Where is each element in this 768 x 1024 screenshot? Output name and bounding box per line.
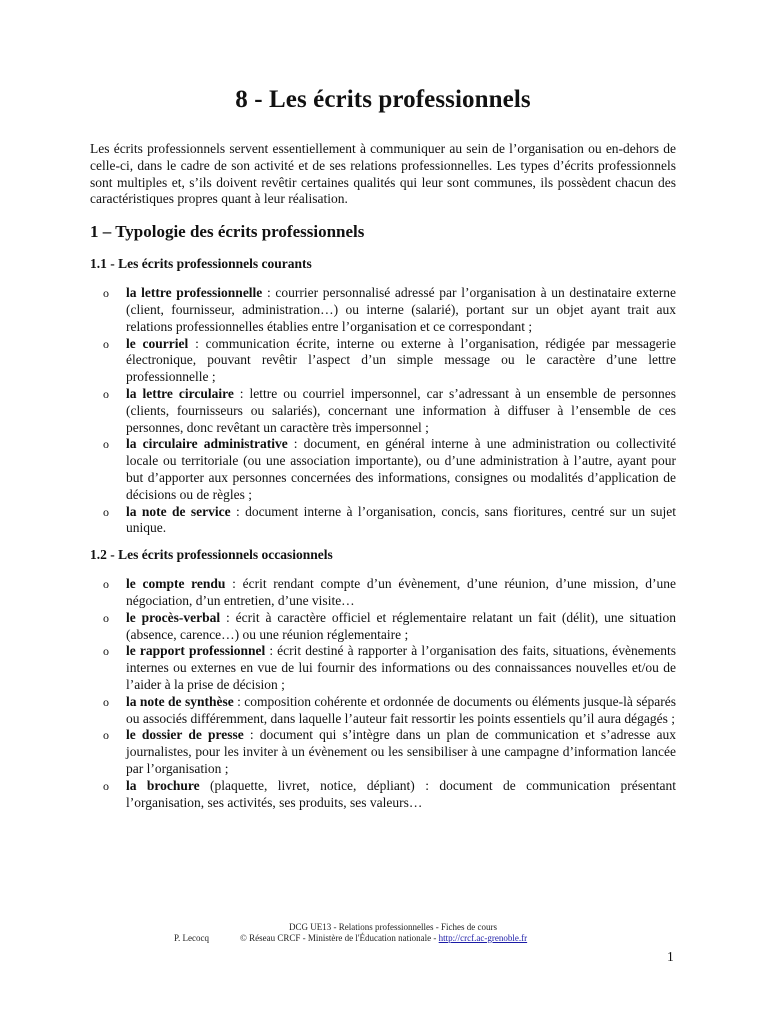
item-desc: : communication écrite, interne ou externe à l’organisation, rédigée par messagerie électronique, pouvant revêtir l’aspect d’un simple message ou le caractère d’une lettre professionnelle ; — [126, 335, 676, 385]
footer-copyright-text: © Réseau CRCF - Ministère de l'Éducation nationale - — [240, 932, 439, 943]
item-term: la lettre professionnelle — [126, 285, 263, 301]
item-term: la lettre circulaire — [126, 385, 234, 401]
list-item — [90, 436, 676, 503]
bullet-icon: o — [103, 437, 109, 452]
subsection-heading-occasionnels: 1.2 - Les écrits professionnels occasionnels — [90, 547, 333, 563]
document-page — [90, 86, 676, 821]
bullet-icon: o — [103, 644, 109, 659]
item-desc: : courrier personnalisé adressé par l’organisation à un destinataire externe (client, fournisseur, administration…) ou interne (salarié), portant sur un objet ayant trait aux relations professionnelles établies entre l’organisation et ce correspondant ; — [126, 285, 677, 334]
bullet-icon: o — [103, 694, 109, 709]
item-desc: : écrit destiné à rapporter à l’organisation des faits, situations, évènements internes ou externes en vue de lui fournir des informations ou des connaissances nouvelles et/ou de l’aider à la prise de décision ; — [126, 643, 676, 692]
subsection-heading-courants: 1.1 - Les écrits professionnels courants — [90, 256, 312, 272]
footer-course-title: DCG UE13 - Relations professionnelles - Fiches de cours — [289, 922, 497, 932]
list-item — [90, 610, 676, 644]
item-desc: : écrit à caractère officiel et réglementaire relatant un fait (délit), une situation (absence, carence…) ou une réunion réglementaire ; — [126, 609, 676, 642]
bullet-icon: o — [103, 336, 109, 351]
page-title: 8 - Les écrits professionnels — [235, 86, 531, 113]
section-heading: 1 – Typologie des écrits professionnels — [90, 222, 365, 242]
bullet-icon: o — [103, 610, 109, 625]
page-number: 1 — [667, 949, 674, 964]
list-item — [90, 694, 676, 728]
list-item — [90, 576, 676, 610]
item-term: la note de synthèse — [126, 693, 234, 709]
list-item — [90, 336, 676, 386]
footer-author: P. Lecocq — [174, 932, 209, 943]
item-term: le procès-verbal — [126, 609, 221, 625]
item-term: le rapport professionnel — [126, 643, 266, 659]
bullet-icon: o — [103, 504, 109, 519]
item-desc: : composition cohérente et ordonnée de documents ou éléments jusque-là séparés ou associés différemment, dans laquelle l’auteur fait ressortir les points essentiels qu’il aura dégagés ; — [126, 693, 676, 726]
list-item — [90, 643, 676, 693]
item-term: la note de service — [126, 503, 231, 519]
list-item — [90, 504, 676, 538]
item-desc: : lettre ou courriel impersonnel, car s’adressant à un ensemble de personnes (clients, fournisseurs ou salariés), concernant une information à diffuser à l’ensemble de ces personnes, donc revêtant un caractère très impersonnel ; — [126, 385, 676, 435]
bullet-icon: o — [103, 778, 109, 793]
item-term: le courriel — [126, 335, 189, 351]
bullet-icon: o — [103, 728, 109, 743]
list-occasionnels — [90, 576, 676, 811]
list-item — [90, 285, 676, 335]
item-term: la circulaire administrative — [126, 436, 288, 452]
list-courants — [90, 285, 676, 537]
item-desc: (plaquette, livret, notice, dépliant) : document de communication présentant l’organisation, ses activités, ses produits, ses valeurs… — [126, 777, 676, 810]
footer-copyright — [240, 933, 527, 944]
list-item — [90, 727, 676, 777]
item-desc: : écrit rendant compte d’un évènement, d’une réunion, d’une mission, d’une négociation, d’un entretien, d’une visite… — [126, 576, 676, 608]
item-desc: : document, en général interne à une administration ou collectivité locale ou territoriale (ou une association importante), ou d’une administration à l’autre, ayant pour but d’apporter aux personnes concernées des informations, consignes ou modalités d’application de décisions ou de règles ; — [126, 436, 676, 502]
list-item — [90, 386, 676, 436]
item-term: le compte rendu — [126, 576, 226, 592]
bullet-icon: o — [103, 286, 109, 301]
item-term: le dossier de presse — [126, 727, 244, 743]
item-term: la brochure — [126, 777, 200, 793]
page-footer — [0, 922, 768, 944]
bullet-icon: o — [103, 386, 109, 401]
bullet-icon: o — [103, 577, 109, 592]
list-item — [90, 778, 676, 812]
footer-credits — [0, 933, 768, 944]
footer-link[interactable]: http://crcf.ac-grenoble.fr — [438, 932, 528, 943]
intro-paragraph: Les écrits professionnels servent essentiellement à communiquer au sein de l’organisation ou en-dehors de celle-ci, dans le cadre de son activité et de ses relations professionnelles. Les types d’écrits professionnels sont multiples et, s’ils doivent revêtir certaines qualités qui leur sont communes, ils possèdent chacun des caractéristiques propres quant à leur réalisation. — [90, 141, 676, 207]
item-desc: : document qui s’intègre dans un plan de communication et s’adresse aux journalistes, pour les inviter à un évènement ou les sensibiliser à une campagne d’information lancée par l’organisation ; — [126, 727, 676, 776]
item-desc: : document interne à l’organisation, concis, sans fioritures, centré sur un sujet unique. — [126, 503, 677, 536]
